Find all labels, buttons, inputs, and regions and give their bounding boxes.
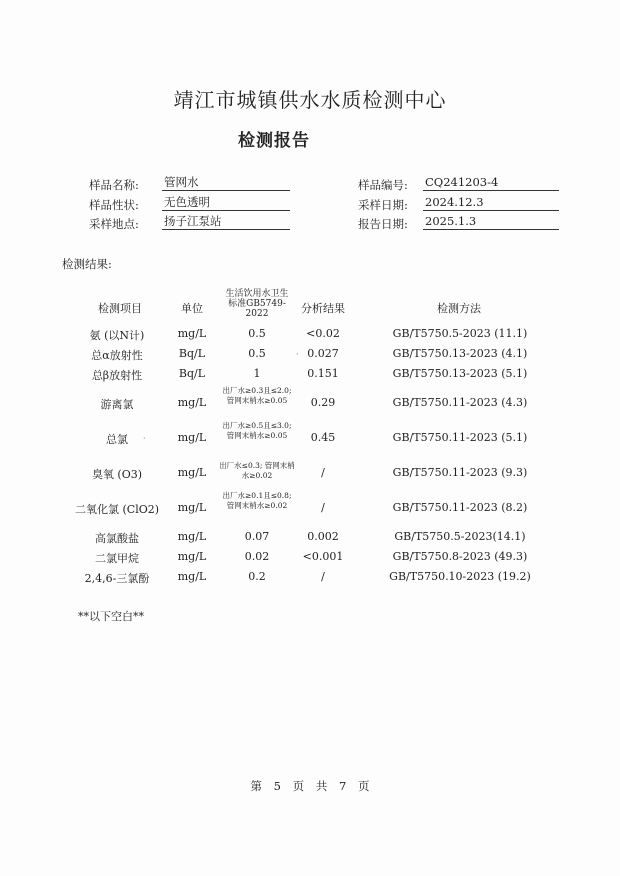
row-unit: mg/L (177, 501, 207, 514)
header-result: 分析结果 (301, 302, 345, 315)
location-label: 采样地点: (89, 217, 139, 231)
row-item: 总β放射性 (91, 369, 143, 382)
report-date-label: 报告日期: (358, 217, 408, 231)
header-item: 检测项目 (98, 302, 142, 315)
row-item: 游离氯 (100, 398, 134, 411)
row-result: / (321, 570, 325, 583)
header-unit: 单位 (181, 302, 203, 315)
row-item: 二氧化氯 (ClO2) (74, 503, 160, 516)
sample-name-label: 样品名称: (89, 178, 139, 192)
row-result: 0.45 (310, 431, 336, 444)
results-label: 检测结果: (62, 257, 112, 271)
row-result: <0.001 (302, 550, 344, 563)
row-limit: 0.02 (244, 550, 270, 563)
location-value: 扬子江泵站 (162, 214, 290, 230)
row-result: 0.151 (307, 367, 339, 380)
org-title: 靖江市城镇供水水质检测中心 (173, 88, 447, 112)
row-result: / (321, 501, 325, 514)
row-unit: mg/L (177, 431, 207, 444)
row-method: GB/T5750.11-2023 (9.3) (392, 466, 528, 479)
row-method: GB/T5750.13-2023 (4.1) (392, 347, 528, 360)
header-method: 检测方法 (437, 302, 481, 315)
end-note: **以下空白** (78, 610, 144, 623)
row-unit: Bq/L (178, 367, 206, 380)
row-item: 总α放射性 (91, 349, 143, 362)
row-result: 0.027 (307, 347, 339, 360)
row-method: GB/T5750.11-2023 (4.3) (392, 396, 528, 409)
row-method: GB/T5750.13-2023 (5.1) (392, 367, 528, 380)
sample-id-label: 样品编号: (358, 178, 408, 192)
header-standard: 生活饮用水卫生标准GB5749-2022 (225, 289, 289, 319)
sample-state-label: 样品性状: (89, 198, 139, 212)
row-method: GB/T5750.5-2023(14.1) (394, 530, 526, 543)
row-method: GB/T5750.10-2023 (19.2) (389, 570, 531, 583)
row-method: GB/T5750.11-2023 (5.1) (392, 431, 528, 444)
row-item: 总氯 (106, 433, 128, 446)
sample-id-value: CQ241203-4 (423, 175, 559, 191)
row-item: 高氯酸盐 (95, 532, 139, 545)
row-result: 0.002 (307, 530, 339, 543)
report-title: 检测报告 (238, 131, 310, 151)
row-limit: 0.2 (248, 570, 266, 583)
row-unit: mg/L (177, 550, 207, 563)
row-item: 臭氧 (O3) (91, 468, 143, 481)
row-method: GB/T5750.11-2023 (8.2) (392, 501, 528, 514)
row-limit: 出厂水≤0.3; 管网末梢水≥0.02 (219, 461, 295, 480)
row-limit: 1 (253, 367, 261, 380)
row-limit: 0.5 (248, 327, 266, 340)
row-item: 二氯甲烷 (95, 552, 139, 565)
row-method: GB/T5750.8-2023 (49.3) (392, 550, 528, 563)
row-limit: 0.5 (248, 347, 266, 360)
page-number: 第 5 页 共 7 页 (250, 779, 370, 793)
sampling-date-value: 2024.12.3 (423, 195, 559, 211)
row-unit: mg/L (177, 530, 207, 543)
row-result: / (321, 466, 325, 479)
scan-mark: · (143, 434, 146, 443)
row-unit: mg/L (177, 466, 207, 479)
row-limit: 出厂水≥0.1且≤0.8; 管网末梢水≥0.02 (222, 491, 292, 510)
row-result: <0.02 (306, 327, 340, 340)
row-item: 2,4,6-三氯酚 (84, 572, 150, 585)
row-unit: Bq/L (178, 347, 206, 360)
row-unit: mg/L (177, 327, 207, 340)
sample-state-value: 无色透明 (162, 195, 290, 211)
row-unit: mg/L (177, 396, 207, 409)
row-limit: 出厂水≥0.5且≤3.0; 管网末梢水≥0.05 (222, 421, 292, 440)
row-method: GB/T5750.5-2023 (11.1) (392, 327, 528, 340)
row-item: 氨 (以N计) (89, 329, 145, 342)
row-limit: 出厂水≥0.3且≤2.0; 管网末梢水≥0.05 (222, 386, 292, 405)
row-result: 0.29 (310, 396, 336, 409)
sampling-date-label: 采样日期: (358, 198, 408, 212)
sample-name-value: 管网水 (162, 175, 290, 191)
report-date-value: 2025.1.3 (423, 214, 559, 230)
scan-mark: · (296, 350, 299, 359)
row-limit: 0.07 (244, 530, 270, 543)
row-unit: mg/L (177, 570, 207, 583)
